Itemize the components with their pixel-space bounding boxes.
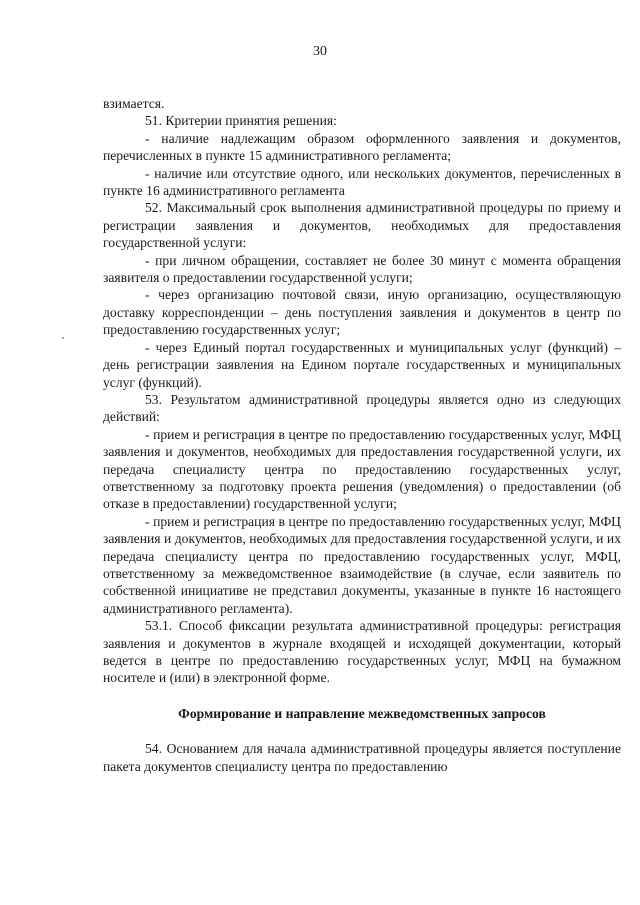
- paragraph: 53. Результатом административной процедуры является одно из следующих действий:: [103, 391, 621, 425]
- paragraph: 53.1. Способ фиксации результата административной процедуры: регистрация заявления и документов в журнале входящей и исходящей документации, который ведется в центре по предоставлению государственных услуг, МФЦ на бумажном носителе и (или) в электронной форме.: [103, 618, 621, 686]
- paragraph: - через организацию почтовой связи, иную организацию, осуществляющую доставку корреспонденции – день поступления заявления и документов в центр по предоставлению государственных услуг;: [103, 287, 621, 338]
- paragraph: - через Единый портал государственных и муниципальных услуг (функций) – день регистрации заявления на Едином портале государственных и муниципальных услуг (функций).: [103, 339, 621, 390]
- paragraph: 54. Основанием для начала административной процедуры является поступление пакета документов специалисту центра по предоставлению: [103, 741, 621, 774]
- paragraph: - наличие или отсутствие одного, или нескольких документов, перечисленных в пункте 16 административного регламента: [103, 165, 621, 199]
- document-body: [103, 95, 621, 775]
- paragraph: - прием и регистрация в центре по предоставлению государственных услуг, МФЦ заявления и документов, необходимых для предоставления государственной услуги, и их передача специалисту центра по предоставлению государственных услуг, МФЦ, ответственному за межведомственное взаимодействие (в случае, если заявитель по собственной инициативе не представил документы, указанные в пункте 16 настоящего административного регламента).: [103, 513, 621, 616]
- paragraph: - при личном обращении, составляет не более 30 минут с момента обращения заявителя о предоставлении государственной услуги;: [103, 252, 621, 286]
- section-heading: Формирование и направление межведомственных запросов: [178, 705, 546, 721]
- paragraph: - наличие надлежащим образом оформленного заявления и документов, перечисленных в пункте 15 административного регламента;: [103, 130, 621, 164]
- page-number: 30: [313, 44, 327, 59]
- margin-mark: [62, 337, 64, 339]
- paragraph: 52. Максимальный срок выполнения административной процедуры по приему и регистрации заявления и документов, необходимых для предоставления государственной услуги:: [103, 200, 621, 251]
- paragraph: 51. Критерии принятия решения:: [145, 113, 337, 129]
- paragraph: взимается.: [103, 96, 165, 111]
- paragraph: - прием и регистрация в центре по предоставлению государственных услуг, МФЦ заявления и документов, необходимых для предоставления государственной услуги, их передача специалисту центра по предоставлению государственных услуг, ответственному за подготовку проекта решения (уведомления) о предоставлении (об отказе в предоставлении) государственной услуги;: [103, 426, 621, 512]
